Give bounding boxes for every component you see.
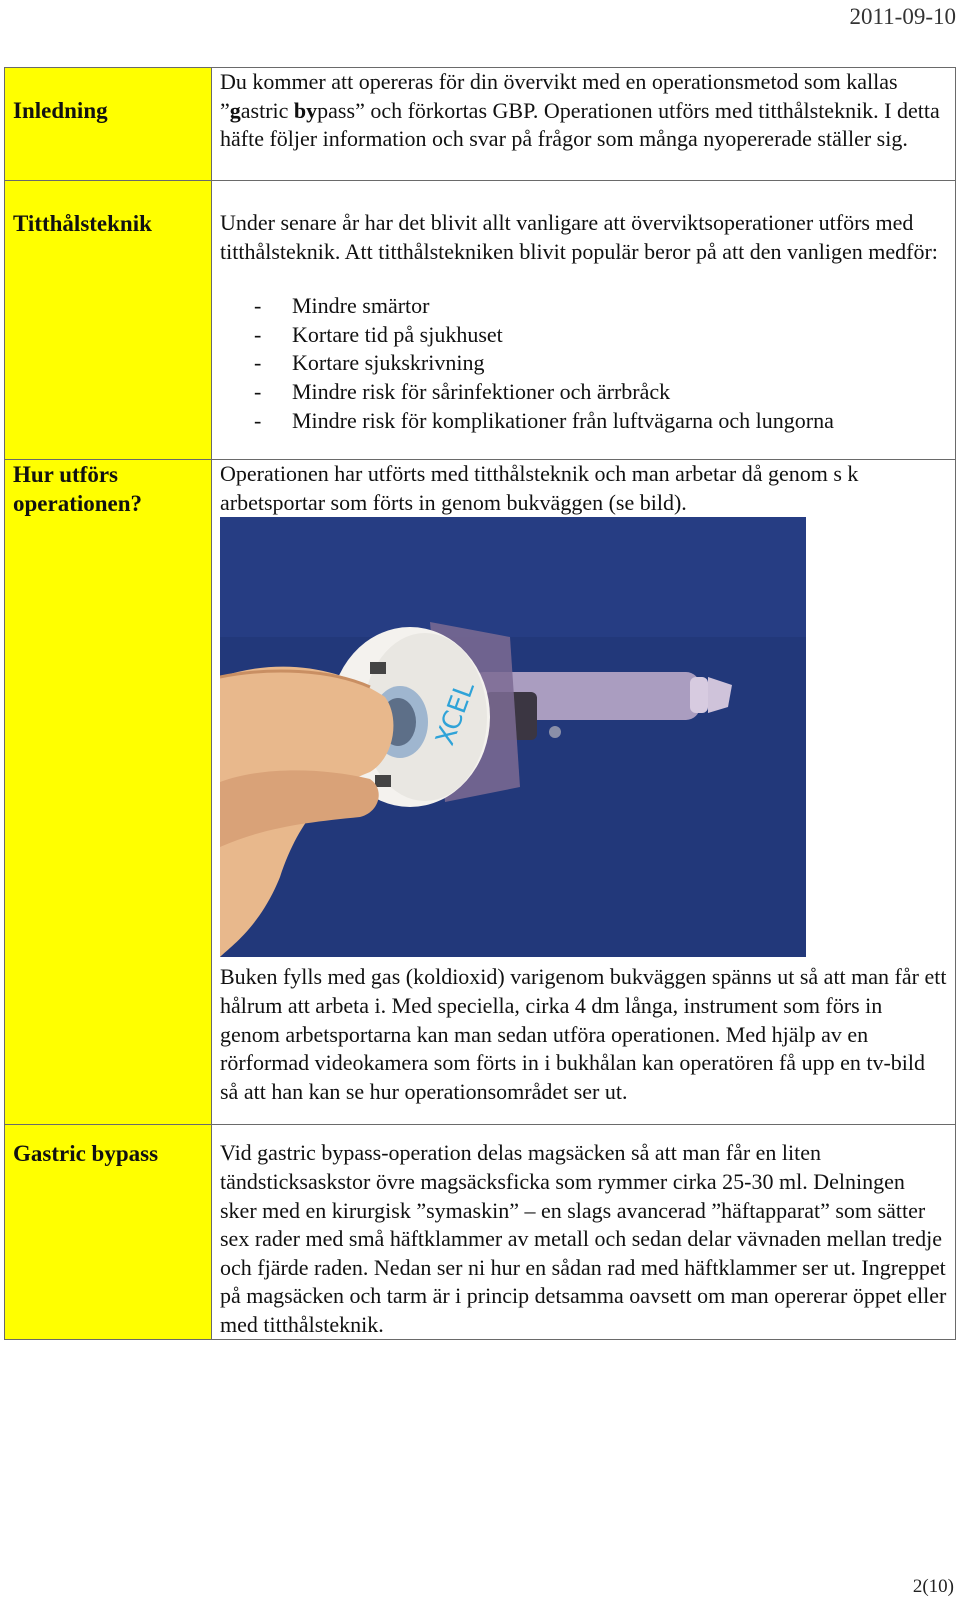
intro-paragraph — [220, 68, 947, 154]
intro-bold-by: by — [293, 97, 318, 123]
info-table — [4, 67, 956, 1340]
row-intro — [5, 68, 956, 181]
page-number: 2(10) — [912, 1576, 954, 1597]
document-date: 2011-09-10 — [849, 4, 956, 29]
intro-text-start: Du kommer att opereras för din övervikt med en operationsmetod som kallas ” — [220, 69, 898, 123]
list-item: - Mindre risk för komplikationer från luftvägarna och lungorna — [254, 407, 947, 436]
howto-paragraph-2: Buken fylls med gas (koldioxid) varigenom bukväggen spänns ut så att man får ett hålrum att arbeta i. Med speciella, cirka 4 dm långa, instrument som förs in genom arbetsportarna kan man sedan utföra operationen. Med hjälp av en rörformad videokamera som förts in i bukhålan kan operatören få upp en tv-bild så att han kan se hur operationsområdet ser ut. — [220, 964, 947, 1104]
xcel-logo-text: XCEL — [430, 678, 481, 750]
content-intro — [212, 68, 956, 181]
list-item: - Mindre smärtor — [254, 292, 947, 321]
intro-bold-g: g — [229, 97, 241, 123]
benefits-list — [220, 292, 947, 435]
howto-paragraph-1: Operationen har utförts med titthålsteknik och man arbetar då genom s k arbetsportar som förts in genom bukväggen (se bild). — [220, 461, 859, 515]
keyhole-paragraph: Under senare år har det blivit allt vanligare att överviktsoperationer utförs med titthålsteknik. Att titthålstekniken blivit populär beror på att den vanligen medför: — [220, 210, 938, 264]
label-gastric-text: Gastric bypass — [13, 1141, 159, 1167]
content-howto — [212, 460, 956, 1125]
intro-text-astric: astric — [240, 97, 294, 123]
row-keyhole — [5, 181, 956, 460]
intro-text-ass: ass — [328, 97, 356, 123]
intro-text-end: ” och förkortas GBP. Operationen utförs med titthålsteknik. I detta häfte följer information och svar på frågor som många nyopererade ställer sig. — [220, 97, 940, 152]
label-keyhole — [5, 181, 212, 460]
trocar-illustration — [220, 517, 806, 957]
label-intro-text: Inledning — [13, 98, 108, 123]
list-item: - Mindre risk för sårinfektioner och ärrbråck — [254, 378, 947, 407]
list-item: - Kortare sjukskrivning — [254, 349, 947, 378]
label-howto-text: Hur utförs operationen? — [13, 462, 143, 517]
intro-text-p: p — [317, 97, 329, 123]
label-intro — [5, 68, 212, 181]
row-howto — [5, 460, 956, 1125]
content-keyhole — [212, 181, 956, 460]
label-gastric — [5, 1125, 212, 1340]
label-keyhole-text: Titthålsteknik — [13, 211, 152, 236]
label-howto — [5, 460, 212, 1125]
trocar-photo — [220, 517, 806, 957]
gastric-paragraph: Vid gastric bypass-operation delas magsäcken så att man får en liten tändsticksaskstor övre magsäcksficka som rymmer cirka 25-30 ml. Delningen sker med en kirurgisk ”symaskin” – en slags avancerad ”häftapparat” som sätter sex rader med små häftklammer av metall och sedan delar vävnaden mellan tredje och fjärde raden. Nedan ser ni hur en sådan rad med häftklammer ser ut. Ingreppet på magsäcken och tarm är i princip detsamma oavsett om man opererar öppet eller med titthålsteknik. — [220, 1140, 947, 1337]
row-gastric — [5, 1125, 956, 1340]
content-gastric — [212, 1125, 956, 1340]
list-item: - Kortare tid på sjukhuset — [254, 321, 947, 350]
